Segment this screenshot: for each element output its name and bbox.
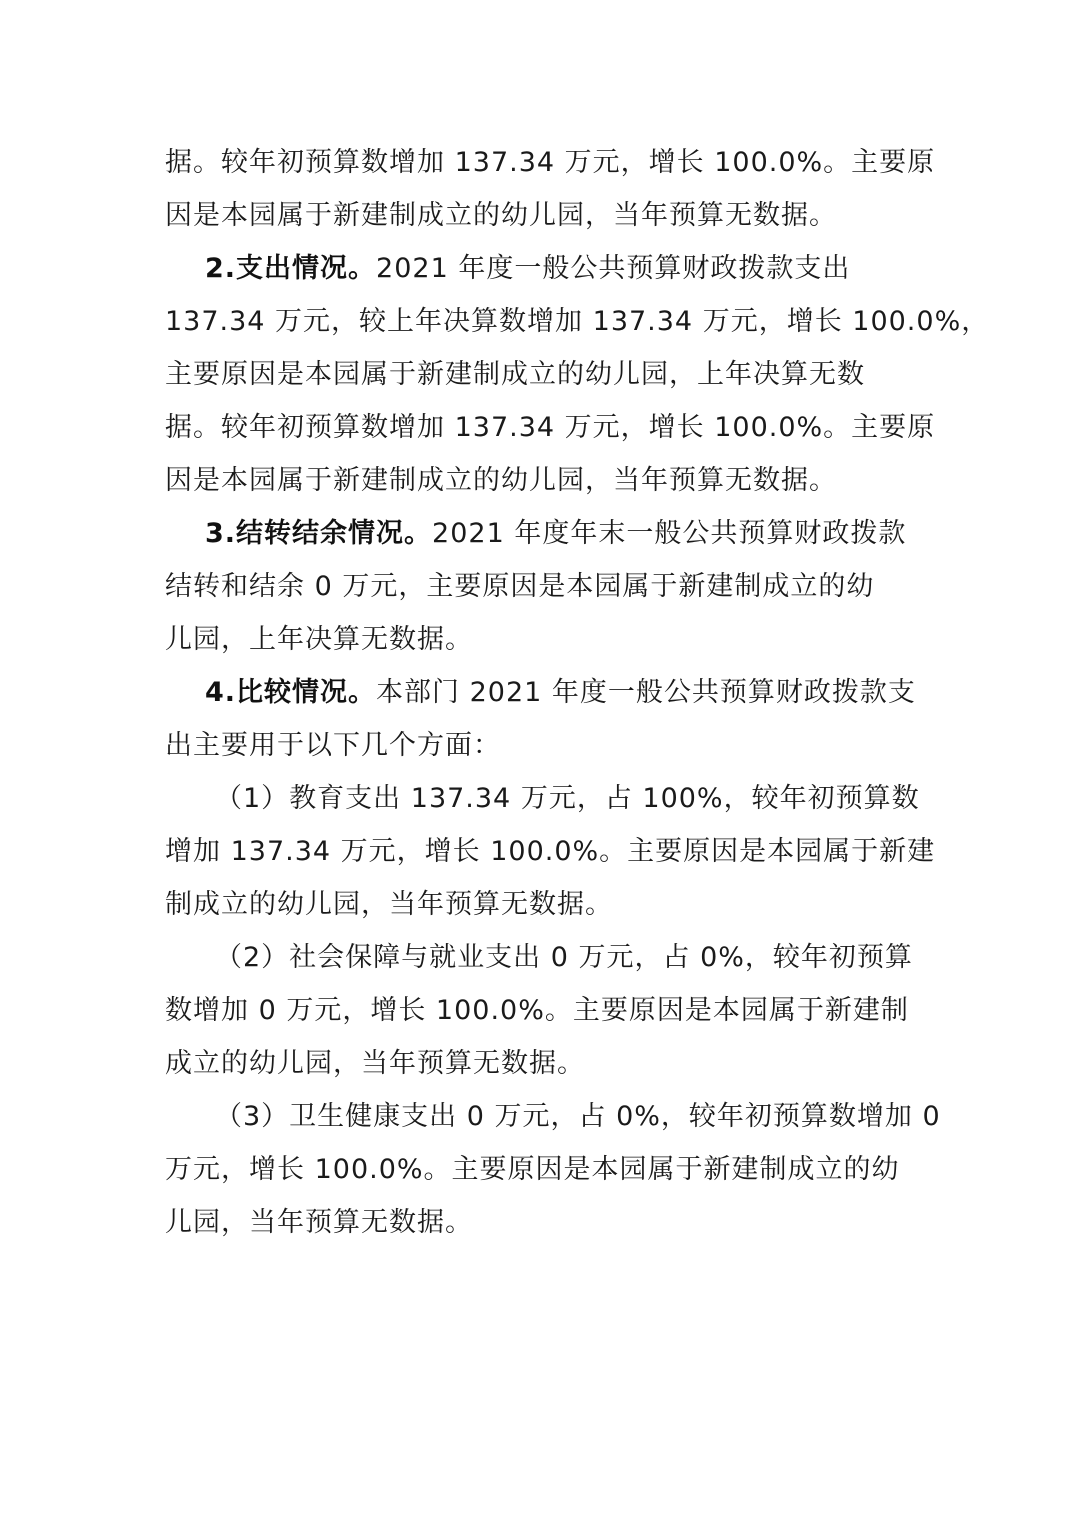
text-line: 主要原因是本园属于新建制成立的幼儿园，上年决算无数 (165, 359, 865, 390)
document-body (165, 136, 990, 1249)
text-line: 137.34 万元，较上年决算数增加 137.34 万元，增长 100.0%， (165, 306, 990, 337)
text-line: 据。较年初预算数增加 137.34 万元，增长 100.0%。主要原 (165, 147, 936, 178)
text-line: 因是本园属于新建制成立的幼儿园，当年预算无数据。 (165, 200, 837, 231)
text-line (165, 507, 935, 560)
text-line: 儿园，当年预算无数据。 (165, 1207, 473, 1238)
text-line: 据。较年初预算数增加 137.34 万元，增长 100.0%。主要原 (165, 412, 936, 443)
text-run: 2021 年度年末一般公共预算财政拨款 (432, 518, 907, 549)
text-line: 成立的幼儿园，当年预算无数据。 (165, 1048, 585, 1079)
text-line: 因是本园属于新建制成立的幼儿园，当年预算无数据。 (165, 465, 837, 496)
paragraph-expenditure (165, 242, 990, 507)
text-run: 本部门 2021 年度一般公共预算财政拨款支 (376, 677, 916, 708)
text-line: （3）卫生健康支出 0 万元，占 0%，较年初预算数增加 0 (215, 1101, 941, 1132)
paragraph-comparison (165, 666, 935, 772)
text-line: 儿园，上年决算无数据。 (165, 624, 473, 655)
section-heading-carryover: 3.结转结余情况。 (205, 518, 433, 549)
text-run: 2021 年度一般公共预算财政拨款支出 (376, 253, 851, 284)
text-line: 万元，增长 100.0%。主要原因是本园属于新建制成立的幼 (165, 1154, 900, 1185)
text-line: 出主要用于以下几个方面： (165, 730, 501, 761)
text-line: 结转和结余 0 万元，主要原因是本园属于新建制成立的幼 (165, 571, 875, 602)
text-line: （1）教育支出 137.34 万元，占 100%，较年初预算数 (215, 783, 920, 814)
paragraph-continuation (165, 136, 935, 242)
paragraph-item-education (165, 772, 935, 931)
paragraph-item-social-security (165, 931, 935, 1090)
text-line (165, 242, 935, 295)
section-heading-comparison: 4.比较情况。 (205, 677, 377, 708)
paragraph-item-health (165, 1090, 941, 1249)
text-line: 数增加 0 万元，增长 100.0%。主要原因是本园属于新建制 (165, 995, 909, 1026)
text-line: （2）社会保障与就业支出 0 万元，占 0%，较年初预算 (215, 942, 913, 973)
text-line: 制成立的幼儿园，当年预算无数据。 (165, 889, 613, 920)
text-line: 增加 137.34 万元，增长 100.0%。主要原因是本园属于新建 (165, 836, 936, 867)
text-line (165, 666, 935, 719)
section-heading-expenditure: 2.支出情况。 (205, 253, 377, 284)
paragraph-carryover (165, 507, 935, 666)
